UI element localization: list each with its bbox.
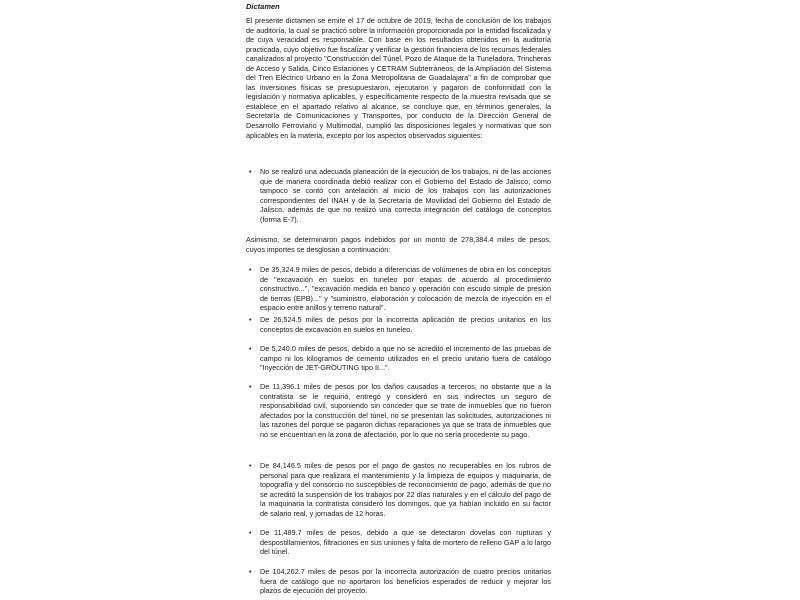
list-item-text: De 11,489.7 miles de pesos, debido a que se detectaron dovelas con rupturas y despostillamientos, filtraciones en sus uniones y falta de mortero de relleno GAP a lo largo del túnel. [260,528,551,557]
list-item-text: De 26,524.5 miles de pesos por la incorrecta aplicación de precios unitarios en los conceptos de excavación en suelos en tuneleo. [260,315,551,334]
bullet-icon: • [249,167,252,176]
bullet-icon: • [249,567,252,576]
list-item-text: De 84,146.5 miles de pesos por el pago de gastos no recuperables en los rubros de personal para que realizara el mantenimiento y la limpieza de equipos y maquinaria, de topografía y del consorcio no susceptibles de reconocimiento de pago, además de que no se acreditó la suspensión de los trabajos por 22 días naturales y en el cálculo del pago de la maquinaria la contratista consideró los domingos, que ya habían incluido en su factor de salario real, y jornadas de 12 horas. [260,461,551,518]
bullet-icon: • [249,528,252,537]
list-item-text: No se realizó una adecuada planeación de la ejecución de los trabajos, ni de las acciones que de manera coordinada debió realizar con el Gobierno del Estado de Jalisco, como tampoco se contó con antelación al inicio de los trabajos con las autorizaciones correspondientes del INAH y de la Secretaría de Movilidad del Gobierno del Estado de Jalisco, además de que no realizó una correcta integración del catálogo de conceptos (forma E-7). [260,167,551,224]
list-item-text: De 11,396.1 miles de pesos por los daños causados a terceros, no obstante que a la contratista se le requirió, entregó y consideró en sus indirectos un seguro de responsabilidad civil, suponiendo sin conceder que se trate de inmuebles que no fueron afectados por la construcción del túnel, no se presentan las solicitudes, autorizaciones ni las razones del porque se pagaron dichas reparaciones ya que se trata de inmuebles que no se encuentran en la zona de afectación, por lo que no sería procedente su pago. [260,382,551,439]
bullet-icon: • [249,382,252,391]
bullet-icon: • [249,265,252,274]
bullet-icon: • [249,315,252,324]
bullet-icon: • [249,344,252,353]
summary-paragraph: Asimismo, se determinaron pagos indebidos por un monto de 278,384.4 miles de pesos, cuyos importes se desglosan a continuación: [246,235,551,254]
intro-paragraph: El presente dictamen se emite el 17 de octubre de 2019, fecha de conclusión de los trabajos de auditoría, la cual se practicó sobre la información proporcionada por la entidad fiscalizada y de cuya veracidad es responsable. Con base en los resultados obtenidos en la auditoría practicada, cuyo objetivo fue fiscalizar y verificar la gestión financiera de los recursos federales canalizados al proyecto "Construcción del Túnel, Pozo de Ataque de la Tuneladora, Trincheras de Acceso y Salida, Cinco Estaciones y CETRAM Subterráneos, de la Ampliación del Sistema del Tren Eléctrico Urbano en la Zona Metropolitana de Guadalajara" a fin de comprobar que las inversiones físicas se presupuestaron, ejecutaron y pagaron de conformidad con la legislación y normativa aplicables, y específicamente respecto de la muestra revisada que se establece en el apartado relativo al alcance, se concluye que, en términos generales, la Secretaría de Comunicaciones y Transportes, por conducto de la Dirección General de Desarrollo Ferroviario y Multimodal, cumplió las disposiciones legales y normativas que son aplicables en la materia, excepto por los aspectos observados siguientes: [246,16,551,140]
list-item-text: De 35,324.9 miles de pesos, debido a diferencias de volúmenes de obra en los conceptos de "excavación en suelos en tuneleo por etapas de acuerdo al procedimiento constructivo...", "excavación medida en banco y operación con escudo simple de presión de tierras (EPB)..." y "suministro, elaboración y colocación de mezcla de inyección en el espacio entre anillos y terreno natural". [260,265,551,313]
document-heading: Dictamen [246,2,280,11]
list-item-text: De 104,262.7 miles de pesos por la incorrecta autorización de cuatro precios unitarios fuera de catálogo que no aportaron los beneficios esperados de reducir y mejorar los plazos de ejecución del proyecto. [260,567,551,596]
bullet-icon: • [249,461,252,470]
list-item-text: De 5,240.0 miles de pesos, debido a que no se acreditó el incremento de las pruebas de campo ni los kilogramos de cemento utilizados en el precio unitario fuera de catálogo "Inyección de JET-GROUTING tipo II...". [260,344,551,373]
